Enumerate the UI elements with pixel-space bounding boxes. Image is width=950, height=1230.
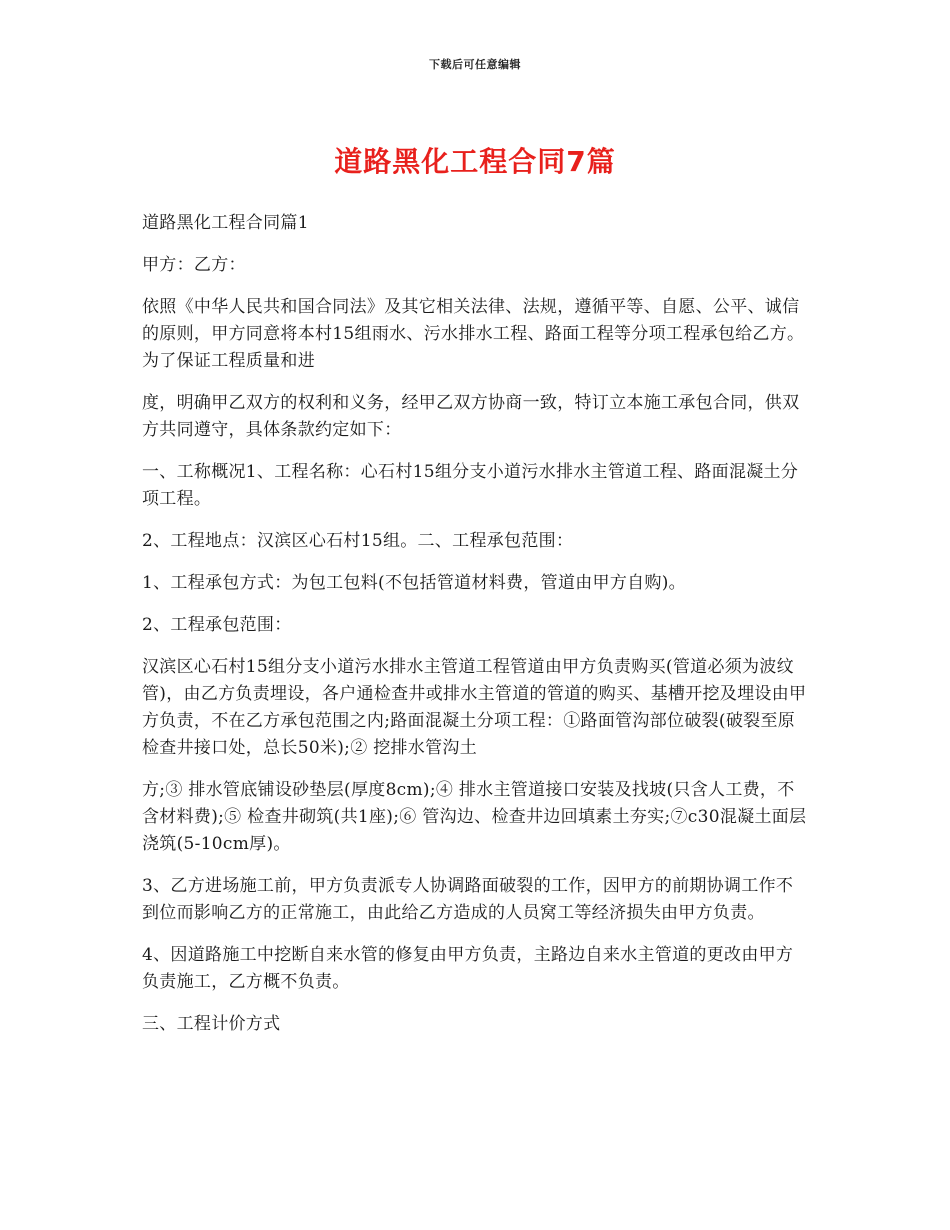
- paragraph: 4、因道路施工中挖断自来水管的修复由甲方负责，主路边自来水主管道的更改由甲方负责施工，乙方概不负责。: [142, 945, 794, 992]
- document-title: 道路黑化工程合同7篇: [334, 145, 616, 178]
- paragraph: 3、乙方进场施工前，甲方负责派专人协调路面破裂的工作，因甲方的前期协调工作不到位而影响乙方的正常施工，由此给乙方造成的人员窝工等经济损失由甲方负责。: [142, 876, 794, 923]
- paragraph: 度，明确甲乙双方的权利和义务，经甲乙双方协商一致，特订立本施工承包合同，供双方共同遵守，具体条款约定如下：: [142, 393, 800, 440]
- paragraph: 2、工程地点：汉滨区心石村15组。二、工程承包范围：: [142, 531, 574, 551]
- paragraph: 汉滨区心石村15组分支小道污水排水主管道工程管道由甲方负责购买(管道必须为波纹管)，由乙方负责埋设，各户通检查井或排水主管道的管道的购买、基槽开挖及埋设由甲方负责，不在乙方承包范围之内;路面混凝土分项工程：①路面管沟部位破裂(破裂至原检查井接口处，总长50米);② 挖排水管沟土: [142, 657, 807, 758]
- parties-line: 甲方：乙方：: [142, 255, 246, 275]
- paragraph: 一、工称概况1、工程名称：心石村15组分支小道污水排水主管道工程、路面混凝土分项工程。: [142, 462, 799, 509]
- paragraph: 1、工程承包方式：为包工包料(不包括管道材料费，管道由甲方自购)。: [142, 573, 686, 593]
- section-heading: 道路黑化工程合同篇1: [142, 213, 309, 233]
- section-heading: 三、工程计价方式: [142, 1014, 281, 1034]
- paragraph: 依照《中华人民共和国合同法》及其它相关法律、法规，遵循平等、自愿、公平、诚信的原则，甲方同意将本村15组雨水、污水排水工程、路面工程等分项工程承包给乙方。为了保证工程质量和进: [142, 297, 805, 371]
- paragraph: 2、工程承包范围：: [142, 615, 292, 635]
- paragraph: 方;③ 排水管底铺设砂垫层(厚度8cm);④ 排水主管道接口安装及找坡(只含人工费，不含材料费);⑤ 检查井砌筑(共1座);⑥ 管沟边、检查井边回填素土夯实;⑦c30混凝土面层浇筑(5-10cm厚)。: [142, 780, 807, 854]
- document-body: [142, 210, 810, 1053]
- header-note: 下载后可任意编辑: [429, 58, 521, 71]
